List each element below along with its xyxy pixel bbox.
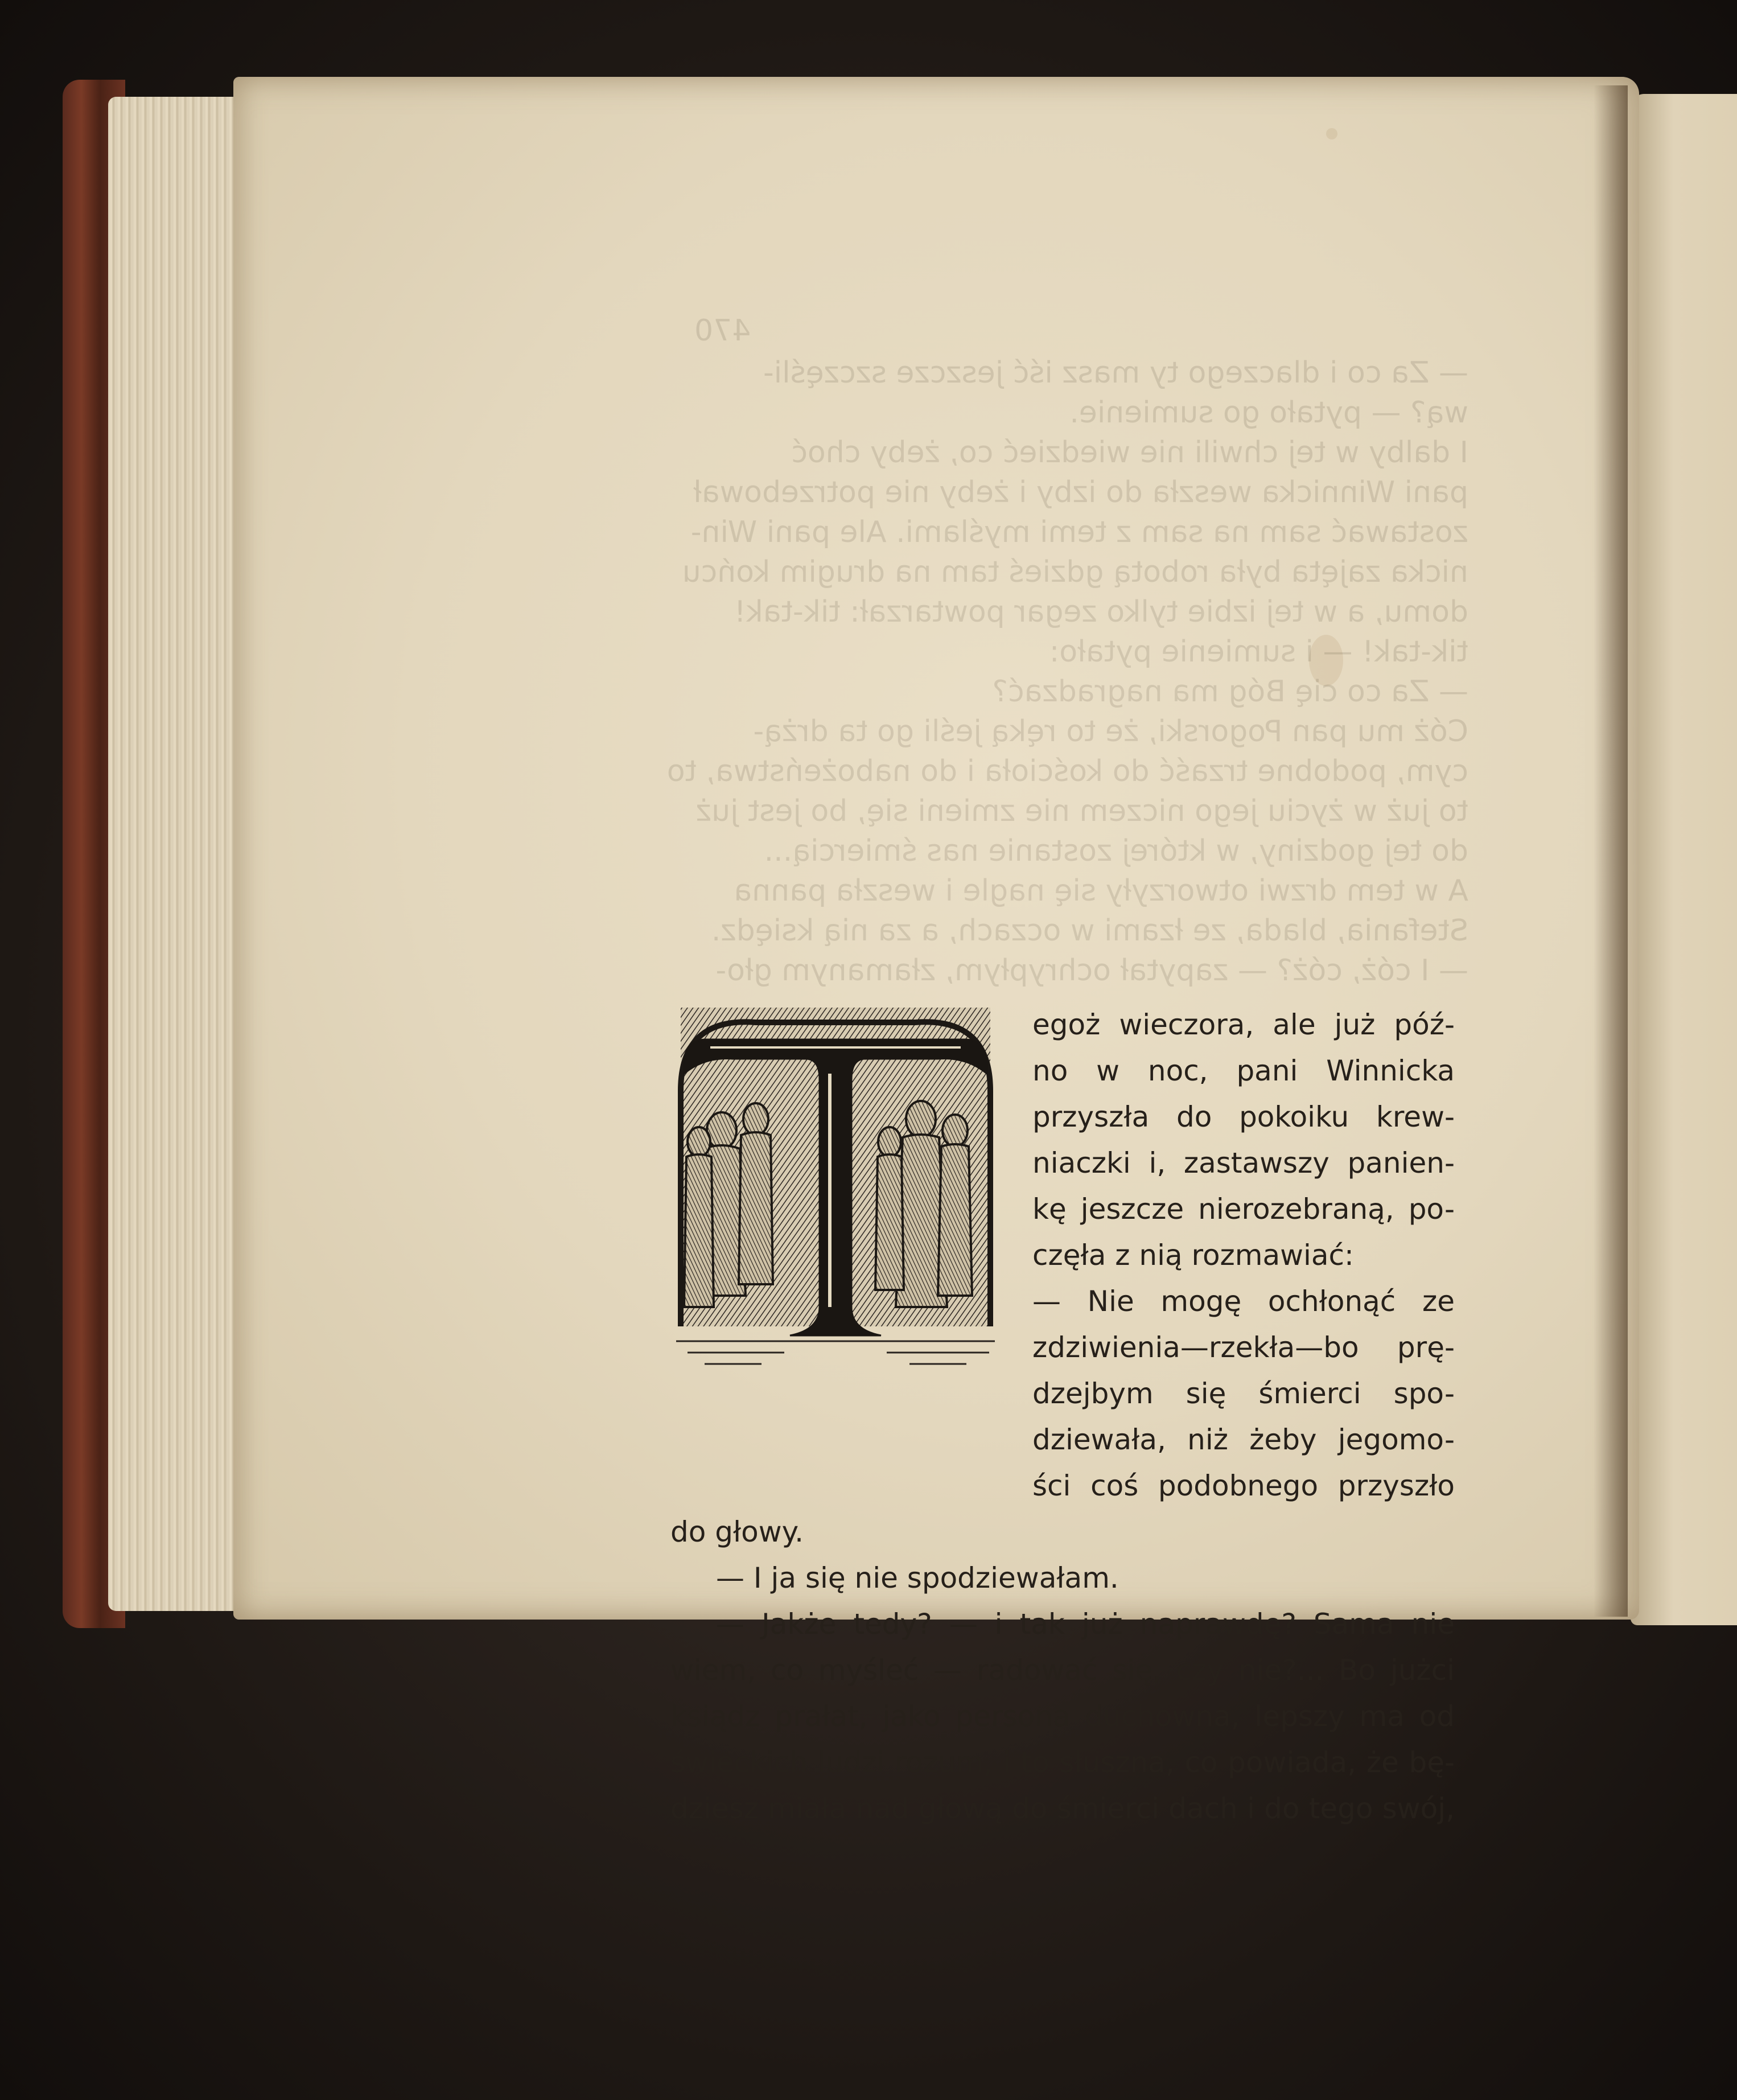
text-line: — Jakże tedy? — i tak już naprawdę? Sama nie	[716, 1608, 1455, 1641]
bleed-line: I dalby w tej chwili nie wiedzieć co, żeby choć	[791, 435, 1468, 470]
text-line: zdziwienia—rzekła—bo prę-	[1032, 1331, 1455, 1364]
bleed-line: tik-tak! — i sumienie pytało:	[1049, 635, 1468, 669]
bleed-line: do tej godziny, w której zostanie nas śmiercią...	[764, 834, 1468, 868]
text-line: dziesz miała nad głową do śmierci dach i do tego swój,	[670, 1792, 1455, 1825]
bleed-line: Cóż mu pan Pogorski, że to ręką jeśli go ta drżą-	[753, 714, 1468, 749]
bleed-line: — Za co cię Bóg ma nagradzać?	[992, 675, 1468, 709]
bleed-line: — Za co i dlaczego ty masz iść jeszcze szczęśli-	[763, 356, 1468, 390]
page-gutter-shadow	[1594, 85, 1628, 1617]
bleed-line: cym, podobne trzaść do kościoła i do nabożeństwa, to	[666, 754, 1468, 788]
bleed-line: to już w życiu jego niczem nie zmieni się, bo jest już	[695, 794, 1468, 828]
text-line: — I ja się nie spodziewałam.	[716, 1561, 1119, 1594]
page-edges	[108, 97, 245, 1611]
text-line: dziewała, niż żeby jegomo-	[1032, 1423, 1455, 1456]
text-line: egoż wieczora, ale już póź-	[1032, 1008, 1455, 1041]
bleed-line: Stefania, blada, ze łzami w oczach, a za nią księdz.	[711, 914, 1468, 948]
text-line: do głowy.	[670, 1515, 804, 1548]
text-line: niaczki i, zastawszy panien-	[1032, 1146, 1455, 1180]
text-line: częła z nią rozmawiać:	[1032, 1239, 1354, 1272]
text-line: ści coś podobnego przyszło	[1032, 1469, 1455, 1502]
facing-page	[1631, 94, 1737, 1625]
bleed-lines	[660, 319, 1468, 991]
text-line: no w noc, pani Winnicka	[1032, 1054, 1455, 1087]
text-line: świeckich ludzi rozum, i to słuszna, co powiada, że bę-	[670, 1746, 1455, 1779]
bleed-line: nicka zajęta była robotą gdzieś tam na drugim końcu	[682, 555, 1468, 589]
bleed-line: domu, a w tej izbie tylko zegar powtarzał: tik-tak!	[734, 595, 1468, 629]
bleed-line: wą? — pytało go sumienie.	[1069, 396, 1468, 430]
bleed-line: A w tem drzwi otworzyły się nagle i weszła panna	[734, 874, 1468, 908]
text-line: ksiądz prałat, jako persona duchowna, lepszy ma od	[670, 1700, 1455, 1733]
paper-spot	[1326, 128, 1337, 139]
text-line: kę jeszcze nierozebraną, po-	[1032, 1193, 1455, 1226]
text-line: — Nie mogę ochłonąć ze	[1032, 1285, 1455, 1318]
text-line: przyszła do pokoiku krew-	[1032, 1100, 1455, 1133]
body-text	[670, 1002, 1455, 1832]
text-line: wiem, co myśleć — radować się, czy nie?... Bo jużci	[670, 1654, 1455, 1687]
bleed-line: — I cóż, cóż? — zapytał ochrypłym, złamanym gło-	[715, 954, 1468, 988]
bleed-page-number: 470	[694, 314, 751, 348]
bleed-line: pani Winnicka weszła do izby i żeby nie potrzebował	[693, 475, 1468, 509]
bleed-line: zostawać sam na sam z temi myślami. Ale pani Win-	[690, 515, 1468, 549]
bleed-through-text	[660, 314, 1468, 1036]
text-line: dzejbym się śmierci spo-	[1032, 1377, 1455, 1410]
